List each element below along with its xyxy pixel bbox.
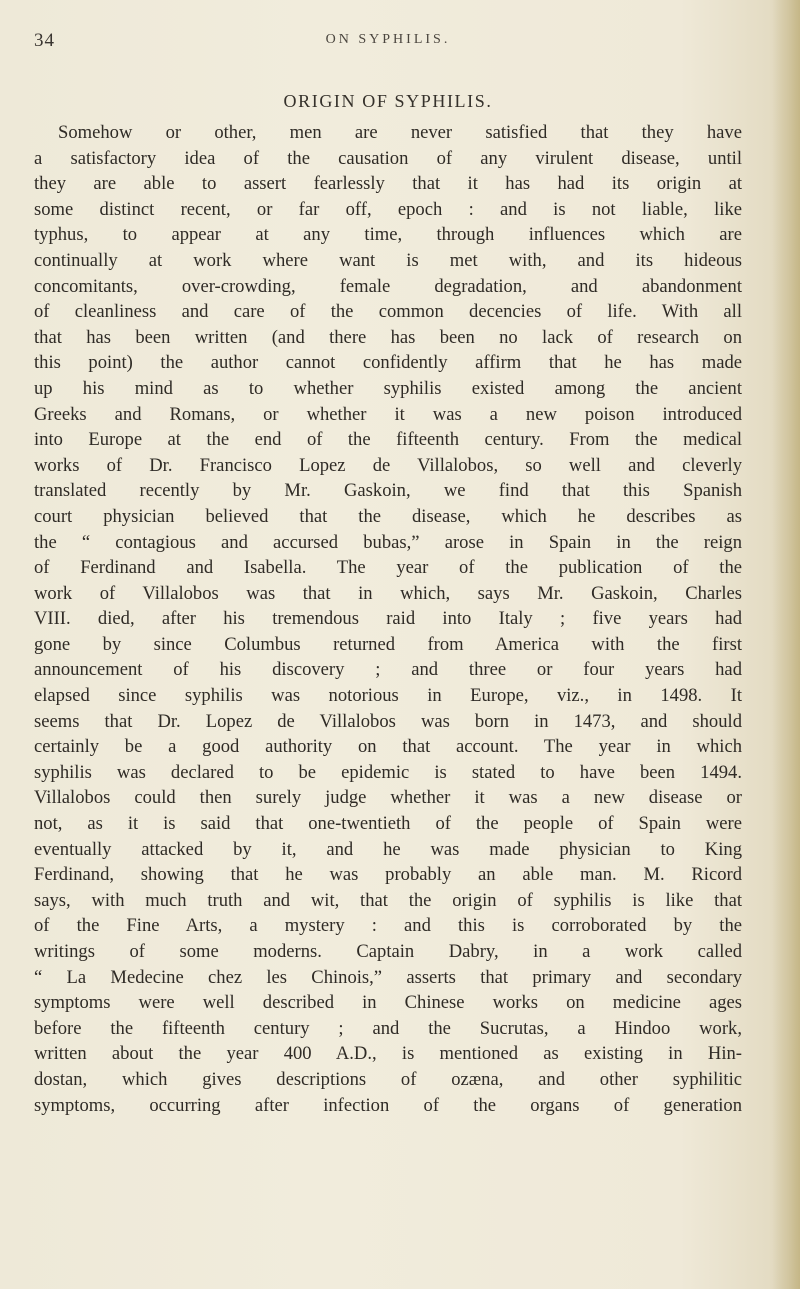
text-line: this point) the author cannot confidently affirm that he has made <box>34 352 742 374</box>
body-text <box>34 120 742 1118</box>
text-line: before the fifteenth century ; and the Sucrutas, a Hindoo work, <box>34 1017 742 1039</box>
text-line: Somehow or other, men are never satisfied that they have <box>58 122 742 143</box>
text-line: continually at work where want is met with, and its hideous <box>34 249 742 271</box>
text-line: written about the year 400 A.D., is mentioned as existing in Hin- <box>34 1043 742 1065</box>
text-line: into Europe at the end of the fifteenth century. From the medical <box>34 429 742 451</box>
text-line: typhus, to appear at any time, through influences which are <box>34 224 742 246</box>
text-line: Villalobos could then surely judge whether it was a new disease or <box>34 787 742 809</box>
text-line: a satisfactory idea of the causation of any virulent disease, until <box>34 147 742 169</box>
text-line: says, with much truth and wit, that the origin of syphilis is like that <box>34 889 742 911</box>
text-line: symptoms, occurring after infection of the organs of generation <box>34 1094 742 1116</box>
text-line: not, as it is said that one-twentieth of the people of Spain were <box>34 813 742 835</box>
text-line: announcement of his discovery ; and three or four years had <box>34 659 742 681</box>
text-line: Greeks and Romans, or whether it was a new poison introduced <box>34 403 742 425</box>
text-line: translated recently by Mr. Gaskoin, we find that this Spanish <box>34 480 742 502</box>
page-edge-shadow <box>772 0 800 1289</box>
section-heading: ORIGIN OF SYPHILIS. <box>283 91 493 111</box>
page-number: 34 <box>34 30 55 51</box>
text-line: gone by since Columbus returned from America with the first <box>34 633 742 655</box>
text-line: dostan, which gives descriptions of ozæna, and other syphilitic <box>34 1068 742 1090</box>
text-line: they are able to assert fearlessly that it has had its origin at <box>34 173 742 195</box>
text-line: court physician believed that the disease, which he describes as <box>34 505 742 527</box>
running-head <box>34 30 742 56</box>
text-line: writings of some moderns. Captain Dabry, in a work called <box>34 941 742 962</box>
running-title: ON SYPHILIS. <box>325 32 451 47</box>
text-line: syphilis was declared to be epidemic is stated to have been 1494. <box>34 761 742 783</box>
text-line: works of Dr. Francisco Lopez de Villalobos, so well and cleverly <box>34 454 742 476</box>
text-line: certainly be a good authority on that account. The year in which <box>34 736 742 758</box>
text-line: “ La Medecine chez les Chinois,” asserts that primary and secondary <box>34 966 742 988</box>
text-line: some distinct recent, or far off, epoch : and is not liable, like <box>34 198 742 220</box>
text-line: symptoms were well described in Chinese works on medicine ages <box>34 992 742 1014</box>
text-line: that has been written (and there has been no lack of research on <box>34 326 742 348</box>
text-line: concomitants, over-crowding, female degradation, and abandonment <box>34 275 742 297</box>
text-line: Ferdinand, showing that he was probably an able man. M. Ricord <box>34 864 742 886</box>
text-line: work of Villalobos was that in which, says Mr. Gaskoin, Charles <box>34 582 742 604</box>
text-line: elapsed since syphilis was notorious in Europe, viz., in 1498. It <box>34 685 742 707</box>
text-line: seems that Dr. Lopez de Villalobos was born in 1473, and should <box>34 710 742 732</box>
text-line: of Ferdinand and Isabella. The year of the publication of the <box>34 557 742 579</box>
text-line: of cleanliness and care of the common decencies of life. With all <box>34 301 742 323</box>
text-line: eventually attacked by it, and he was made physician to King <box>34 838 742 860</box>
text-line: up his mind as to whether syphilis existed among the ancient <box>34 377 742 399</box>
text-line: of the Fine Arts, a mystery : and this is corroborated by the <box>34 915 742 937</box>
text-line: the “ contagious and accursed bubas,” arose in Spain in the reign <box>34 531 742 553</box>
text-line: VIII. died, after his tremendous raid into Italy ; five years had <box>34 608 742 630</box>
